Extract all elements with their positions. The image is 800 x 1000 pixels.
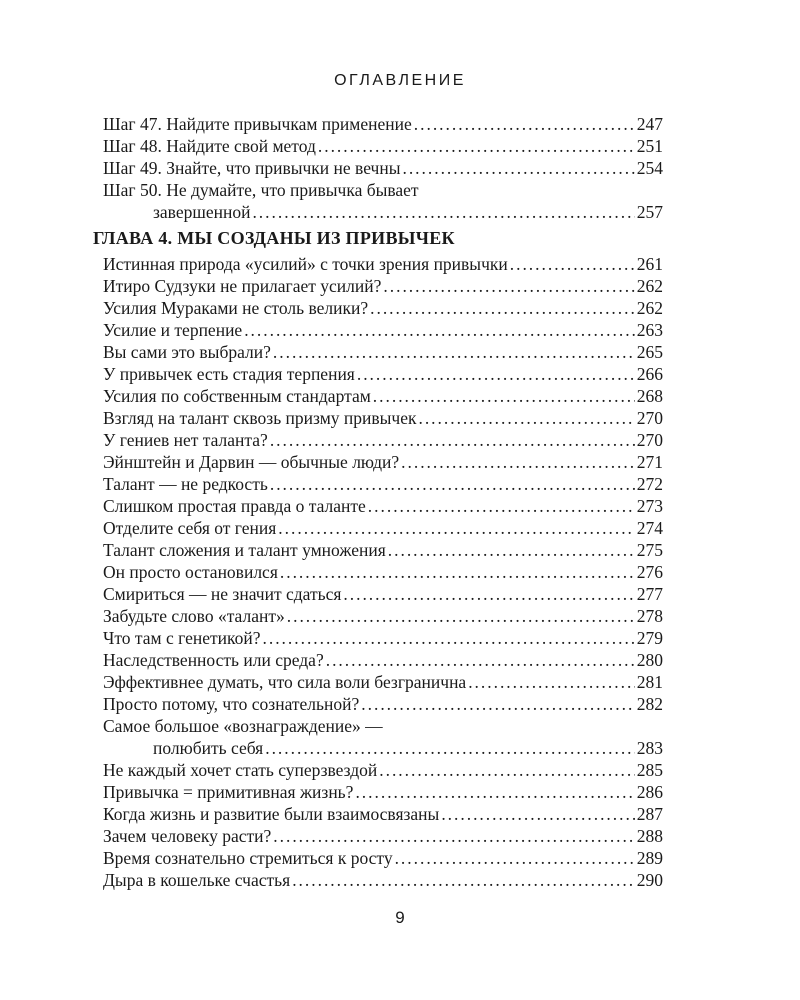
toc-entry [103,385,663,407]
toc-section-chapter [103,253,663,715]
toc-entry-title: Шаг 48. Найдите свой метод [103,136,316,156]
toc-entry [103,297,663,319]
leader-dots [401,451,635,473]
leader-dots [368,495,635,517]
toc-entry-title: Зачем человеку расти? [103,826,272,846]
toc-entry-page: 278 [636,606,663,626]
toc-entry-title: завершенной [153,202,251,222]
toc-entry [103,803,663,825]
table-of-contents [93,113,663,891]
leader-dots [379,759,635,781]
toc-entry [103,539,663,561]
toc-entry-page: 288 [636,826,663,846]
toc-entry [103,495,663,517]
toc-entry-title: Вы сами это выбрали? [103,342,271,362]
toc-entry-title: Смириться — не значит сдаться [103,584,342,604]
toc-entry-title: Привычка = примитивная жизнь? [103,782,354,802]
toc-entry [103,135,663,157]
toc-entry [103,363,663,385]
toc-entry-page: 247 [636,114,663,134]
toc-entry-title: Отделите себя от гения [103,518,277,538]
leader-dots [418,407,634,429]
toc-entry-page: 281 [636,672,663,692]
leader-dots [510,253,635,275]
leader-dots [343,583,634,605]
toc-entry [103,605,663,627]
toc-entry-page: 268 [636,386,663,406]
leader-dots [395,847,635,869]
toc-entry-page: 251 [636,136,663,156]
toc-entry-page: 266 [636,364,663,384]
toc-entry-title: У привычек есть стадия терпения [103,364,355,384]
toc-entry [103,275,663,297]
toc-entry [103,157,663,179]
toc-entry [103,649,663,671]
toc-entry-title: Что там с генетикой? [103,628,261,648]
toc-entry-page: 286 [636,782,663,802]
toc-entry-page: 283 [636,738,663,758]
toc-entry-title: Дыра в кошельке счастья [103,870,291,890]
toc-section-top [103,113,663,179]
leader-dots [414,113,635,135]
toc-entry-page: 275 [636,540,663,560]
toc-entry-title: Время сознательно стремиться к росту [103,848,393,868]
leader-dots [361,693,634,715]
leader-dots [441,803,634,825]
leader-dots [468,671,635,693]
page-number: 9 [395,908,405,927]
toc-entry-title: Слишком простая правда о таланте [103,496,366,516]
toc-entry-page: 263 [636,320,663,340]
toc-entry-title: полюбить себя [153,738,264,758]
toc-entry [103,561,663,583]
toc-entry [103,429,663,451]
toc-entry-wrapped-line2 [103,737,663,759]
toc-entry-title: Когда жизнь и развитие были взаимосвязаны [103,804,440,824]
toc-entry-page: 270 [636,408,663,428]
toc-entry [103,473,663,495]
toc-entry-wrapped-line1 [103,715,663,737]
leader-dots [318,135,635,157]
leader-dots [287,605,635,627]
toc-entry-page: 285 [636,760,663,780]
toc-entry-title: Усилие и терпение [103,320,243,340]
toc-entry [103,341,663,363]
toc-entry-title: Шаг 47. Найдите привычкам применение [103,114,412,134]
toc-entry-title: У гениев нет таланта? [103,430,268,450]
toc-entry-title: Шаг 49. Знайте, что привычки не вечны [103,158,401,178]
toc-entry-title: Шаг 50. Не думайте, что привычка бывает [103,180,419,200]
toc-entry-page: 257 [636,202,663,222]
toc-entry [103,451,663,473]
leader-dots [273,341,635,363]
toc-entry-title: Просто потому, что сознательной? [103,694,360,714]
leader-dots [383,275,634,297]
toc-entry-page: 273 [636,496,663,516]
toc-entry-page: 271 [636,452,663,472]
toc-entry-title: Итиро Судзуки не прилагает усилий? [103,276,382,296]
leader-dots [370,297,635,319]
leader-dots [292,869,635,891]
toc-entry-title: Истинная природа «усилий» с точки зрения привычки [103,254,508,274]
leader-dots [355,781,634,803]
toc-entry-title: Эффективнее думать, что сила воли безгранична [103,672,467,692]
toc-entry [103,113,663,135]
toc-entry-title: Взгляд на талант сквозь призму привычек [103,408,417,428]
toc-entry [103,693,663,715]
toc-entry-wrapped-line1 [103,179,663,201]
leader-dots [252,201,634,223]
leader-dots [280,561,635,583]
toc-entry-page: 254 [636,158,663,178]
toc-entry-page: 277 [636,584,663,604]
toc-entry-page: 265 [636,342,663,362]
toc-entry-title: Усилия Мураками не столь велики? [103,298,369,318]
toc-entry-page: 276 [636,562,663,582]
toc-entry-page: 272 [636,474,663,494]
toc-entry-page: 289 [636,848,663,868]
toc-entry-page: 279 [636,628,663,648]
toc-entry-page: 282 [636,694,663,714]
leader-dots [265,737,635,759]
toc-entry [103,407,663,429]
toc-entry-title: Наследственность или среда? [103,650,324,670]
chapter-heading: ГЛАВА 4. МЫ СОЗДАНЫ ИЗ ПРИВЫЧЕК [93,228,455,248]
toc-entry [103,627,663,649]
toc-entry-title: Он просто остановился [103,562,278,582]
toc-entry-page: 290 [636,870,663,890]
toc-entry-title: Забудьте слово «талант» [103,606,285,626]
leader-dots [278,517,634,539]
toc-entry [103,759,663,781]
toc-entry-page: 287 [636,804,663,824]
leader-dots [357,363,635,385]
toc-entry-title: Талант — не редкость [103,474,268,494]
toc-entry [103,781,663,803]
leader-dots [273,825,634,847]
toc-entry-wrapped-line2 [103,201,663,223]
toc-entry [103,517,663,539]
toc-entry-title: Эйнштейн и Дарвин — обычные люди? [103,452,400,472]
toc-entry [103,869,663,891]
toc-entry [103,319,663,341]
toc-entry-page: 262 [636,298,663,318]
leader-dots [270,429,635,451]
toc-entry [103,253,663,275]
toc-entry [103,671,663,693]
toc-entry [103,825,663,847]
page-header: ОГЛАВЛЕНИЕ [334,72,466,89]
leader-dots [388,539,635,561]
toc-entry-title: Самое большое «вознаграждение» — [103,716,383,736]
toc-entry-page: 262 [636,276,663,296]
toc-section-end [103,759,663,891]
toc-entry-page: 270 [636,430,663,450]
toc-entry-page: 274 [636,518,663,538]
toc-entry-title: Усилия по собственным стандартам [103,386,371,406]
toc-entry-title: Талант сложения и талант умножения [103,540,386,560]
toc-entry [103,847,663,869]
leader-dots [402,157,634,179]
leader-dots [244,319,635,341]
toc-entry [103,583,663,605]
toc-entry-page: 261 [636,254,663,274]
toc-entry-page: 280 [636,650,663,670]
leader-dots [263,627,635,649]
leader-dots [373,385,635,407]
toc-entry-title: Не каждый хочет стать суперзвездой [103,760,378,780]
leader-dots [270,473,635,495]
leader-dots [326,649,635,671]
